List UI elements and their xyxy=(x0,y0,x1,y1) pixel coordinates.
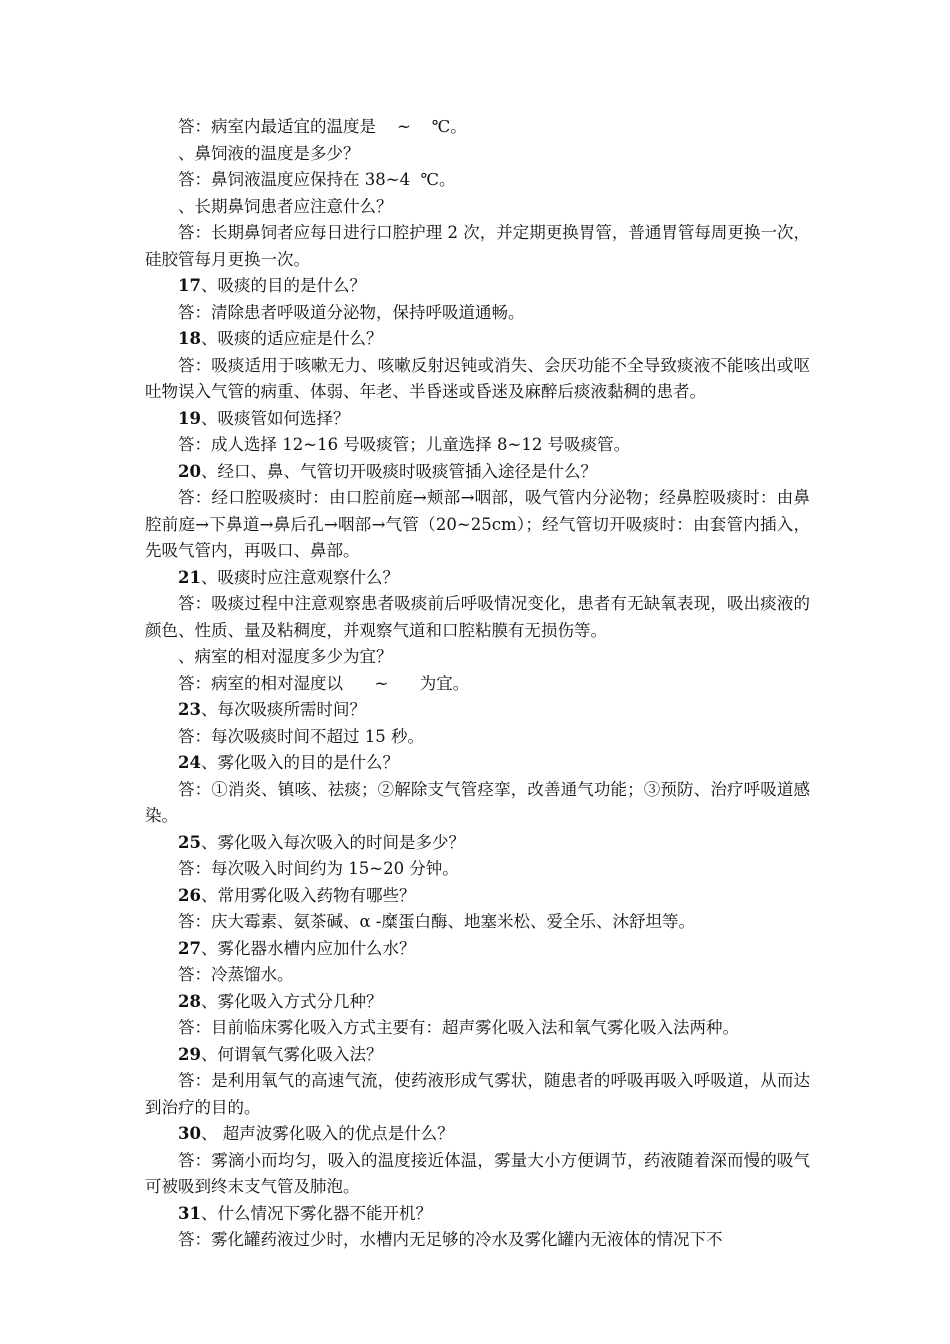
question-number: 28 xyxy=(178,991,201,1011)
answer-paragraph: 答：长期鼻饲者应每日进行口腔护理 2 次，并定期更换胃管，普通胃管每周更换一次，硅胶管每月更换一次。 xyxy=(145,223,810,269)
question-number: 24 xyxy=(178,753,201,772)
question-line xyxy=(145,1201,810,1228)
question-line xyxy=(145,406,810,433)
question-text: 、吸痰管如何选择？ xyxy=(200,408,350,428)
answer-paragraph: 答：吸痰过程中注意观察患者吸痰前后呼吸情况变化，患者有无缺氧表现，吸出痰液的颜色、性质、量及粘稠度，并观察气道和口腔粘膜有无损伤等。 xyxy=(145,594,810,640)
answer-paragraph: 答：每次吸痰时间不超过 15 秒。 xyxy=(178,726,424,746)
question-line xyxy=(145,830,810,857)
question-line xyxy=(145,883,810,910)
answer-paragraph: 答：吸痰适用于咳嗽无力、咳嗽反射迟钝或消失、会厌功能不全导致痰液不能咳出或呕吐物误入气管的病重、体弱、年老、半昏迷或昏迷及麻醉后痰液黏稠的患者。 xyxy=(145,355,810,401)
question-number: 27 xyxy=(178,938,201,958)
question-text: 、每次吸痰所需时间？ xyxy=(200,700,366,719)
answer-paragraph: 答：庆大霉素、氨茶碱、α -糜蛋白酶、地塞米松、爱全乐、沐舒坦等。 xyxy=(178,912,695,931)
question-line xyxy=(145,989,810,1016)
question-text: 、吸痰的适应症是什么？ xyxy=(200,329,383,348)
question-text: 、雾化吸入的目的是什么？ xyxy=(200,753,399,772)
question-text: 、雾化吸入每次吸入的时间是多少？ xyxy=(200,832,465,852)
question-number: 29 xyxy=(178,1044,201,1064)
answer-paragraph: 答：目前临床雾化吸入方式主要有：超声雾化吸入法和氧气雾化吸入法两种。 xyxy=(178,1018,739,1037)
question-line xyxy=(145,644,810,671)
question-number: 20 xyxy=(178,461,201,481)
answer-paragraph: 答：雾化罐药液过少时，水槽内无足够的冷水及雾化罐内无液体的情况下不 xyxy=(178,1230,723,1249)
question-text: 、雾化吸入方式分几种？ xyxy=(200,991,383,1011)
question-line xyxy=(145,750,810,777)
question-line xyxy=(145,326,810,353)
question-line xyxy=(145,1121,810,1148)
question-number: 25 xyxy=(178,832,201,852)
question-text: 、鼻饲液的温度是多少？ xyxy=(178,143,360,163)
question-text: 、病室的相对湿度多少为宜？ xyxy=(178,647,393,666)
answer-paragraph: 答：雾滴小而均匀，吸入的温度接近体温，雾量大小方便调节，药液随着深而慢的吸气可被吸到终末支气管及肺泡。 xyxy=(145,1150,810,1196)
question-number: 23 xyxy=(178,700,201,719)
question-text: 、常用雾化吸入药物有哪些？ xyxy=(200,885,416,905)
question-text: 、什么情况下雾化器不能开机？ xyxy=(200,1203,432,1223)
answer-paragraph: 答：是利用氧气的高速气流，使药液形成气雾状，随患者的呼吸再吸入呼吸道，从而达到治疗的目的。 xyxy=(145,1071,810,1117)
answer-paragraph: 答：成人选择 12~16 号吸痰管；儿童选择 8~12 号吸痰管。 xyxy=(178,435,631,454)
question-number: 19 xyxy=(178,408,201,428)
answer-paragraph: 答：病室内最适宜的温度是 ~ ℃。 xyxy=(178,117,467,136)
question-text: 、何谓氧气雾化吸入法？ xyxy=(200,1044,383,1064)
question-number: 21 xyxy=(178,567,201,587)
question-text: 、长期鼻饲患者应注意什么？ xyxy=(178,196,393,216)
question-line xyxy=(145,565,810,592)
question-line xyxy=(145,194,810,221)
question-number: 30 xyxy=(178,1124,201,1143)
document-body xyxy=(145,114,810,1254)
answer-paragraph: 答：经口腔吸痰时：由口腔前庭→颊部→咽部，吸气管内分泌物；经鼻腔吸痰时：由鼻腔前庭→下鼻道→鼻后孔→咽部→气管（20~25cm）；经气管切开吸痰时：由套管内插入，先吸气管内，再吸口、鼻部。 xyxy=(145,488,810,560)
answer-paragraph: 答：冷蒸馏水。 xyxy=(178,965,294,984)
question-text: 、经口、鼻、气管切开吸痰时吸痰管插入途径是什么？ xyxy=(200,461,597,481)
question-line xyxy=(145,273,810,300)
question-number: 26 xyxy=(178,885,201,905)
answer-paragraph: 答：清除患者呼吸道分泌物，保持呼吸道通畅。 xyxy=(178,302,525,322)
question-number: 18 xyxy=(178,329,201,348)
question-text: 、 超声波雾化吸入的优点是什么？ xyxy=(200,1124,454,1143)
question-line xyxy=(145,459,810,486)
question-line xyxy=(145,936,810,963)
answer-paragraph: 答：鼻饲液温度应保持在 38~4 ℃。 xyxy=(178,170,456,189)
question-line xyxy=(145,141,810,168)
question-line xyxy=(145,1042,810,1069)
question-text: 、吸痰时应注意观察什么？ xyxy=(200,567,399,587)
question-number: 17 xyxy=(178,276,201,295)
question-number: 31 xyxy=(178,1203,201,1223)
answer-paragraph: 答：病室的相对湿度以 ~ 为宜。 xyxy=(178,673,470,693)
answer-paragraph: 答：每次吸入时间约为 15~20 分钟。 xyxy=(178,859,459,878)
answer-paragraph: 答：①消炎、镇咳、祛痰；②解除支气管痉挛，改善通气功能；③预防、治疗呼吸道感染。 xyxy=(145,779,810,825)
question-text: 、雾化器水槽内应加什么水？ xyxy=(200,938,416,958)
question-text: 、吸痰的目的是什么？ xyxy=(200,276,366,295)
question-line xyxy=(145,697,810,724)
